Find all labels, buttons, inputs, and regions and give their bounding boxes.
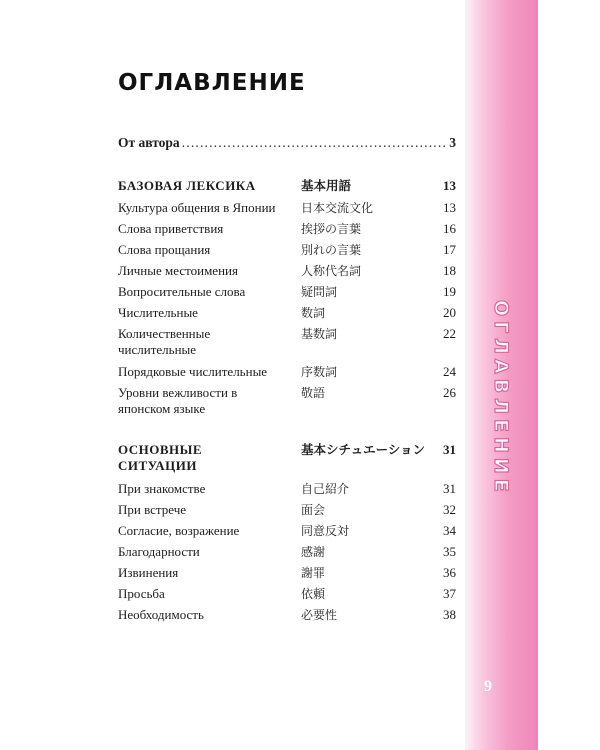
entry-title-jp: 謝罪 — [301, 566, 326, 580]
entry-page: 35 — [443, 544, 456, 559]
entry-title-jp: 面会 — [301, 503, 326, 517]
entry-page: 17 — [443, 242, 456, 257]
entry-title: Количественные числительные — [118, 326, 211, 357]
entry-title: Слова прощания — [118, 242, 211, 257]
toc-entry-author[interactable] — [118, 135, 456, 151]
section-title: ОСНОВНЫЕ СИТУАЦИИ — [118, 442, 203, 473]
entry-title: Необходимость — [118, 607, 204, 622]
dot-leader — [182, 135, 448, 151]
page-title: ОГЛАВЛЕНИЕ — [118, 70, 306, 96]
entry-title-jp: 人称代名詞 — [301, 264, 362, 278]
entry-title: При встрече — [118, 502, 187, 517]
section-title: БАЗОВАЯ ЛЕКСИКА — [118, 178, 256, 193]
entry-title: Согласие, возражение — [118, 523, 240, 538]
entry-page: 36 — [443, 565, 456, 580]
entry-title: Числительные — [118, 305, 198, 320]
entry-page: 13 — [443, 200, 456, 215]
entry-title-jp: 数詞 — [301, 306, 326, 320]
entry-title-jp: 同意反対 — [301, 524, 350, 538]
entry-title-jp: 疑問詞 — [301, 285, 338, 299]
entry-title: Уровни вежливости в японском языке — [118, 385, 238, 416]
entry-page: 20 — [443, 305, 456, 320]
entry-title-jp: 基数詞 — [301, 327, 338, 341]
entry-title: Личные местоимения — [118, 263, 238, 278]
side-title: ОГЛАВЛЕНИЕ — [490, 300, 512, 497]
entry-title-jp: 依頼 — [301, 587, 326, 601]
entry-page: 24 — [443, 364, 456, 379]
entry-page: 19 — [443, 284, 456, 299]
author-page: 3 — [449, 135, 456, 150]
entry-title-jp: 自己紹介 — [301, 482, 350, 496]
entry-title: Вопросительные слова — [118, 284, 246, 299]
entry-title-jp: 日本交流文化 — [301, 201, 374, 215]
entry-title: Порядковые числительные — [118, 364, 268, 379]
entry-title: Слова приветствия — [118, 221, 224, 236]
section-title-jp: 基本用語 — [301, 178, 352, 193]
entry-title-jp: 序数詞 — [301, 365, 338, 379]
entry-title: При знакомстве — [118, 481, 206, 496]
entry-page: 31 — [443, 481, 456, 496]
entry-title: Извинения — [118, 565, 179, 580]
section-page: 31 — [443, 442, 456, 457]
entry-page: 32 — [443, 502, 456, 517]
entry-title-jp: 必要性 — [301, 608, 338, 622]
entry-page: 22 — [443, 326, 456, 341]
section-page: 13 — [443, 178, 456, 193]
entry-page: 38 — [443, 607, 456, 622]
entry-title-jp: 挨拶の言葉 — [301, 222, 362, 236]
entry-page: 16 — [443, 221, 456, 236]
page-number: 9 — [484, 678, 492, 695]
entry-title: Культура общения в Японии — [118, 200, 276, 215]
entry-page: 18 — [443, 263, 456, 278]
author-label: От автора — [118, 135, 180, 150]
entry-page: 34 — [443, 523, 456, 538]
entry-page: 37 — [443, 586, 456, 601]
entry-title: Благодарности — [118, 544, 200, 559]
entry-title-jp: 感謝 — [301, 545, 326, 559]
entry-page: 26 — [443, 385, 456, 400]
section-title-jp: 基本シチュエーション — [301, 442, 426, 457]
entry-title: Просьба — [118, 586, 165, 601]
entry-title-jp: 別れの言葉 — [301, 243, 362, 257]
entry-title-jp: 敬語 — [301, 386, 326, 400]
